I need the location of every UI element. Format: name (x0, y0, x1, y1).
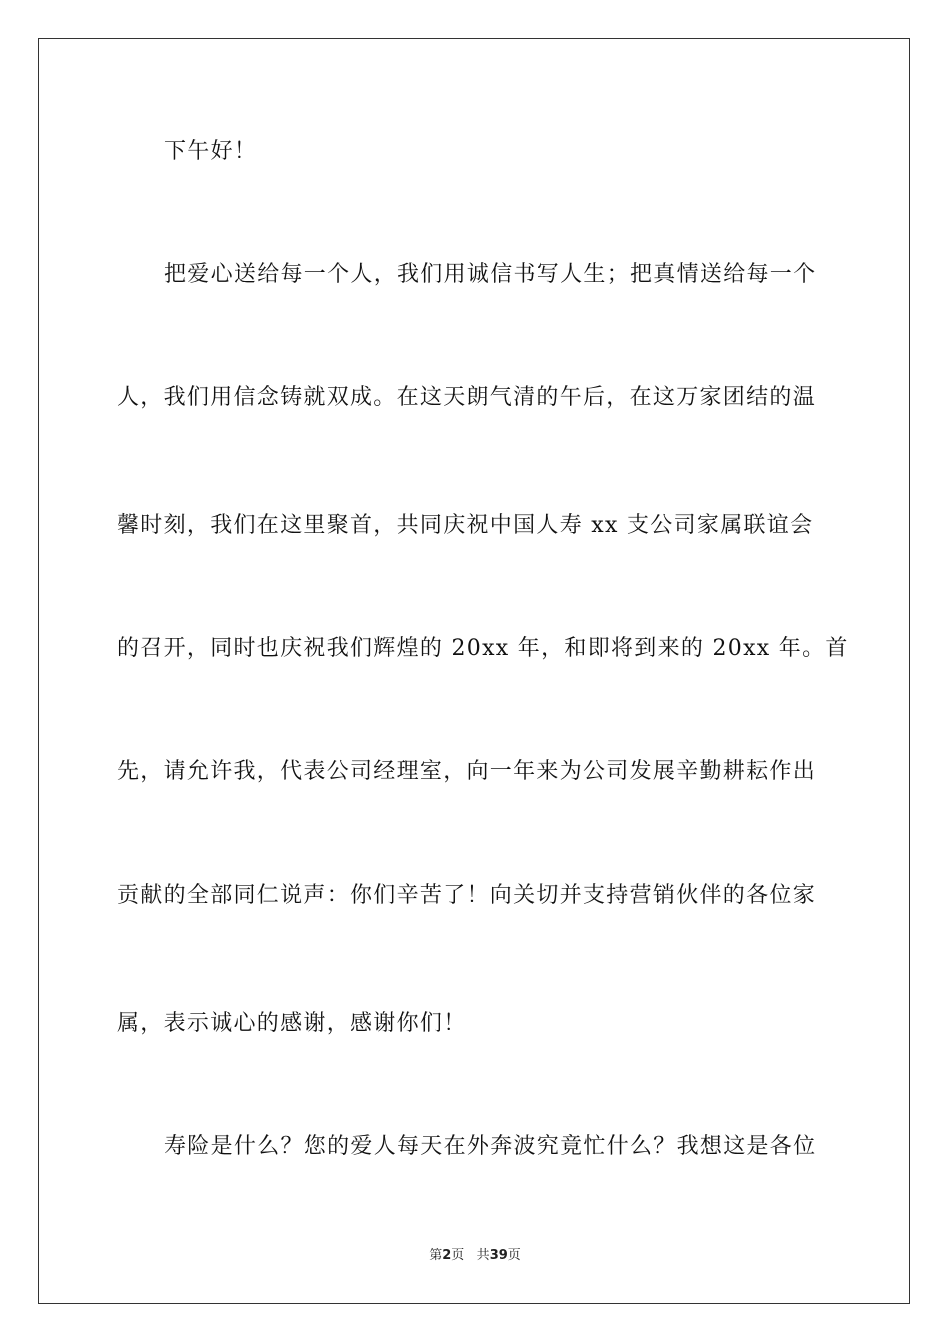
total-pages: 39 (489, 1248, 508, 1263)
page-prefix: 第 (429, 1248, 443, 1263)
greeting-line: 下午好！ (164, 139, 258, 164)
paragraph-1-line-6: 贡献的全部同仁说声：你们辛苦了！向关切并支持营销伙伴的各位家 (117, 883, 817, 908)
paragraph-1-line-5: 先，请允许我，代表公司经理室，向一年来为公司发展辛勤耕耘作出 (117, 759, 817, 784)
paragraph-1-line-1: 把爱心送给每一个人，我们用诚信书写人生；把真情送给每一个 (164, 262, 817, 287)
paragraph-1-line-2: 人，我们用信念铸就双成。在这天朗气清的午后，在这万家团结的温 (117, 385, 817, 410)
total-suffix: 页 (507, 1248, 521, 1263)
paragraph-2-line-1: 寿险是什么？您的爱人每天在外奔波究竟忙什么？我想这是各位 (164, 1134, 817, 1159)
paragraph-1-line-4: 的召开，同时也庆祝我们辉煌的 20xx 年，和即将到来的 20xx 年。首 (117, 636, 849, 661)
paragraph-1-line-3: 馨时刻，我们在这里聚首，共同庆祝中国人寿 xx 支公司家属联谊会 (117, 513, 814, 538)
page-suffix: 页 (451, 1248, 465, 1263)
page-border (38, 38, 910, 1304)
paragraph-1-line-7: 属，表示诚心的感谢，感谢你们！ (117, 1011, 467, 1036)
page-footer (0, 1247, 950, 1265)
total-prefix: 共 (476, 1248, 490, 1263)
page-number: 2 (442, 1248, 452, 1263)
